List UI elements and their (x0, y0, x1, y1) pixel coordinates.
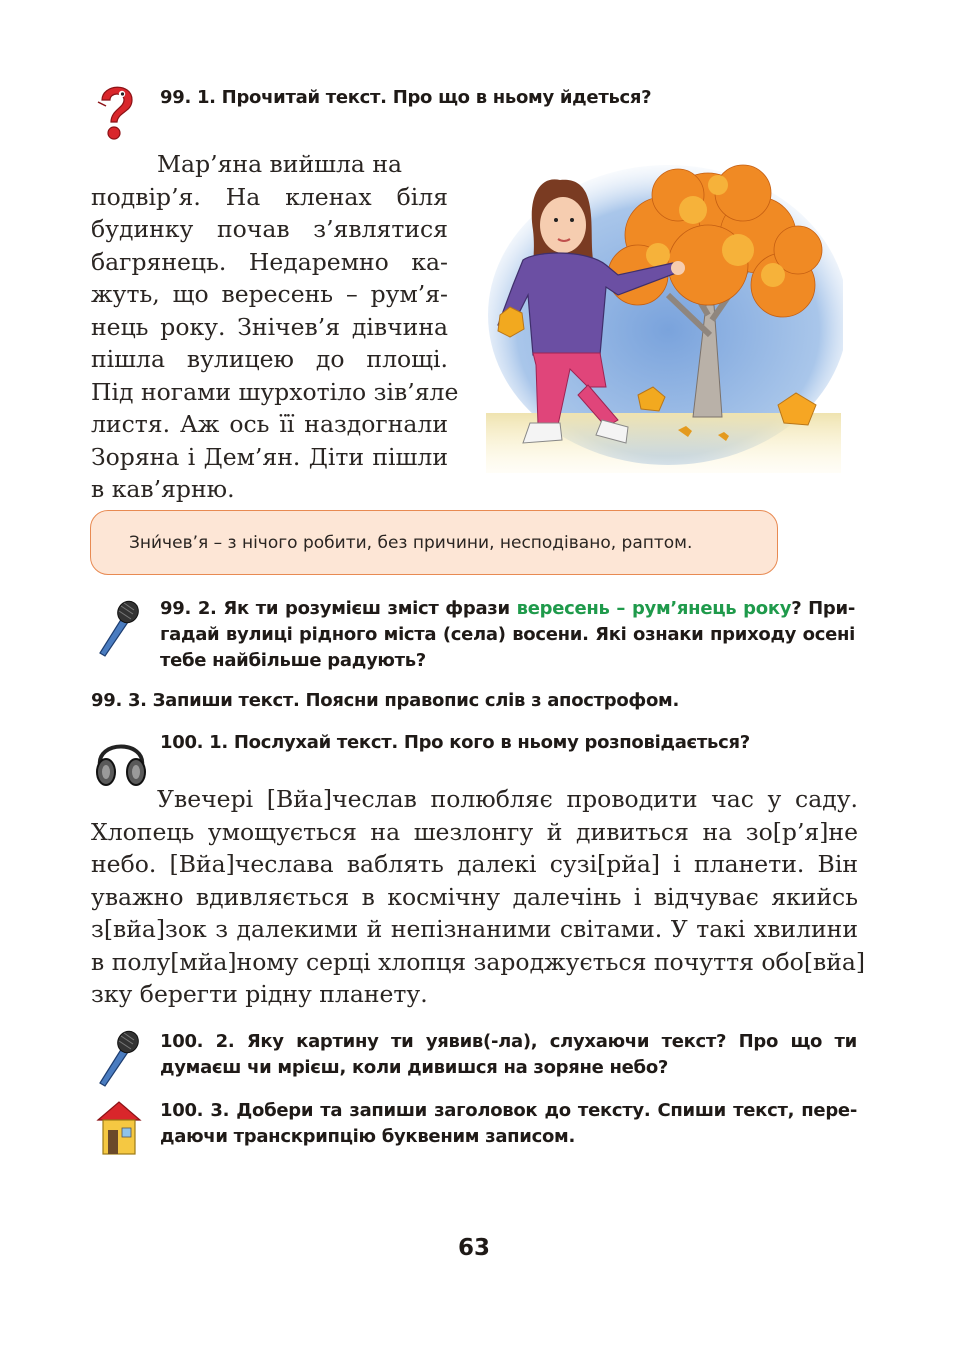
task-99-2-line1-suffix: ? При- (791, 598, 855, 619)
task-99-2-text (160, 596, 855, 674)
paragraph-line: з[вйа]зок з далекими й непізнаними світами. У такі хвилини (91, 915, 858, 943)
task-100-1-paragraph (91, 783, 866, 1011)
task-100-3-line1: 100. 3. Добери та запиши заголовок до тексту. Спиши текст, пере- (160, 1100, 857, 1121)
task-100-2-line1: 100. 2. Яку картину ти уявив(-ла), слухаючи текст? Про що ти (160, 1031, 857, 1052)
house-icon (96, 1100, 142, 1156)
task-100-1-heading: 100. 1. Послухай текст. Про кого в ньому розповідається? (160, 732, 750, 753)
paragraph-line: Хлопець умощується на шезлонгу й дивиться на зо[р’я]не (91, 817, 858, 846)
task-100-3-text (160, 1098, 857, 1150)
task-99-2-line3: тебе найбільше радують? (160, 650, 426, 671)
paragraph-line: в кав’ярню. (91, 475, 235, 503)
girl-autumn-maple-illustration (478, 155, 843, 473)
paragraph-line: багрянець. Недаремно ка- (91, 247, 448, 276)
paragraph-line: Увечері [Вйа]чеслав полюбляє проводити час у саду. (157, 785, 858, 813)
paragraph-line: в полу[мйа]ному серці хлопця зароджується почуття обо[вйа] (91, 947, 866, 976)
task-99-2-line1 (160, 596, 855, 622)
task-100-2-text (160, 1029, 857, 1081)
page-number: 63 (458, 1235, 491, 1261)
microphone-icon (92, 598, 142, 658)
paragraph-line: жуть, що вересень – рум’я- (91, 280, 448, 308)
paragraph-line: Під ногами шурхотіло зів’яле (91, 377, 459, 406)
phrase-highlight: вересень – рум’янець року (516, 598, 792, 619)
paragraph-line: нець року. Знічев’я дівчина (91, 312, 448, 341)
task-99-1-heading: 99. 1. Прочитай текст. Про що в ньому йдеться? (160, 87, 652, 108)
microphone-icon (92, 1028, 142, 1088)
task-99-2-line2: гадай вулиці рідного міста (села) восени. Які ознаки приходу осені (160, 624, 855, 645)
note-text: Зни́чев’я – з нічого робити, без причини, несподівано, раптом. (129, 532, 693, 553)
task-99-3-heading: 99. 3. Запиши текст. Поясни правопис слів з апострофом. (91, 690, 679, 711)
note-box (90, 510, 778, 575)
paragraph-line: листя. Аж ось її наздогнали (91, 410, 448, 438)
paragraph-line: зку берегти рідну планету. (91, 980, 428, 1008)
paragraph-line: уважно вдивляється в космічну далечінь і відчуває якийсь (91, 882, 858, 911)
task-99-2-line1-prefix: 99. 2. Як ти розумієш зміст фрази (160, 598, 517, 619)
paragraph-line: пішла вулицею до площі. (91, 345, 448, 373)
paragraph-line: Мар’яна вийшла на (157, 150, 403, 178)
task-100-2-line2: думаєш чи мрієш, коли дивишся на зоряне небо? (160, 1057, 669, 1078)
paragraph-line: небо. [Вйа]чеслава ваблять далекі сузі[рйа] і планети. Він (91, 850, 858, 878)
paragraph-line: Зоряна і Дем’ян. Діти пішли (91, 442, 448, 471)
paragraph-line: будинку почав з’являтися (91, 215, 448, 243)
paragraph-line: подвір’я. На кленах біля (91, 182, 448, 211)
headphones-icon (92, 732, 150, 788)
question-mark-icon (92, 80, 140, 142)
task-100-3-line2: даючи транскрипцію буквеним записом. (160, 1126, 576, 1147)
task-99-1-paragraph (91, 148, 459, 506)
